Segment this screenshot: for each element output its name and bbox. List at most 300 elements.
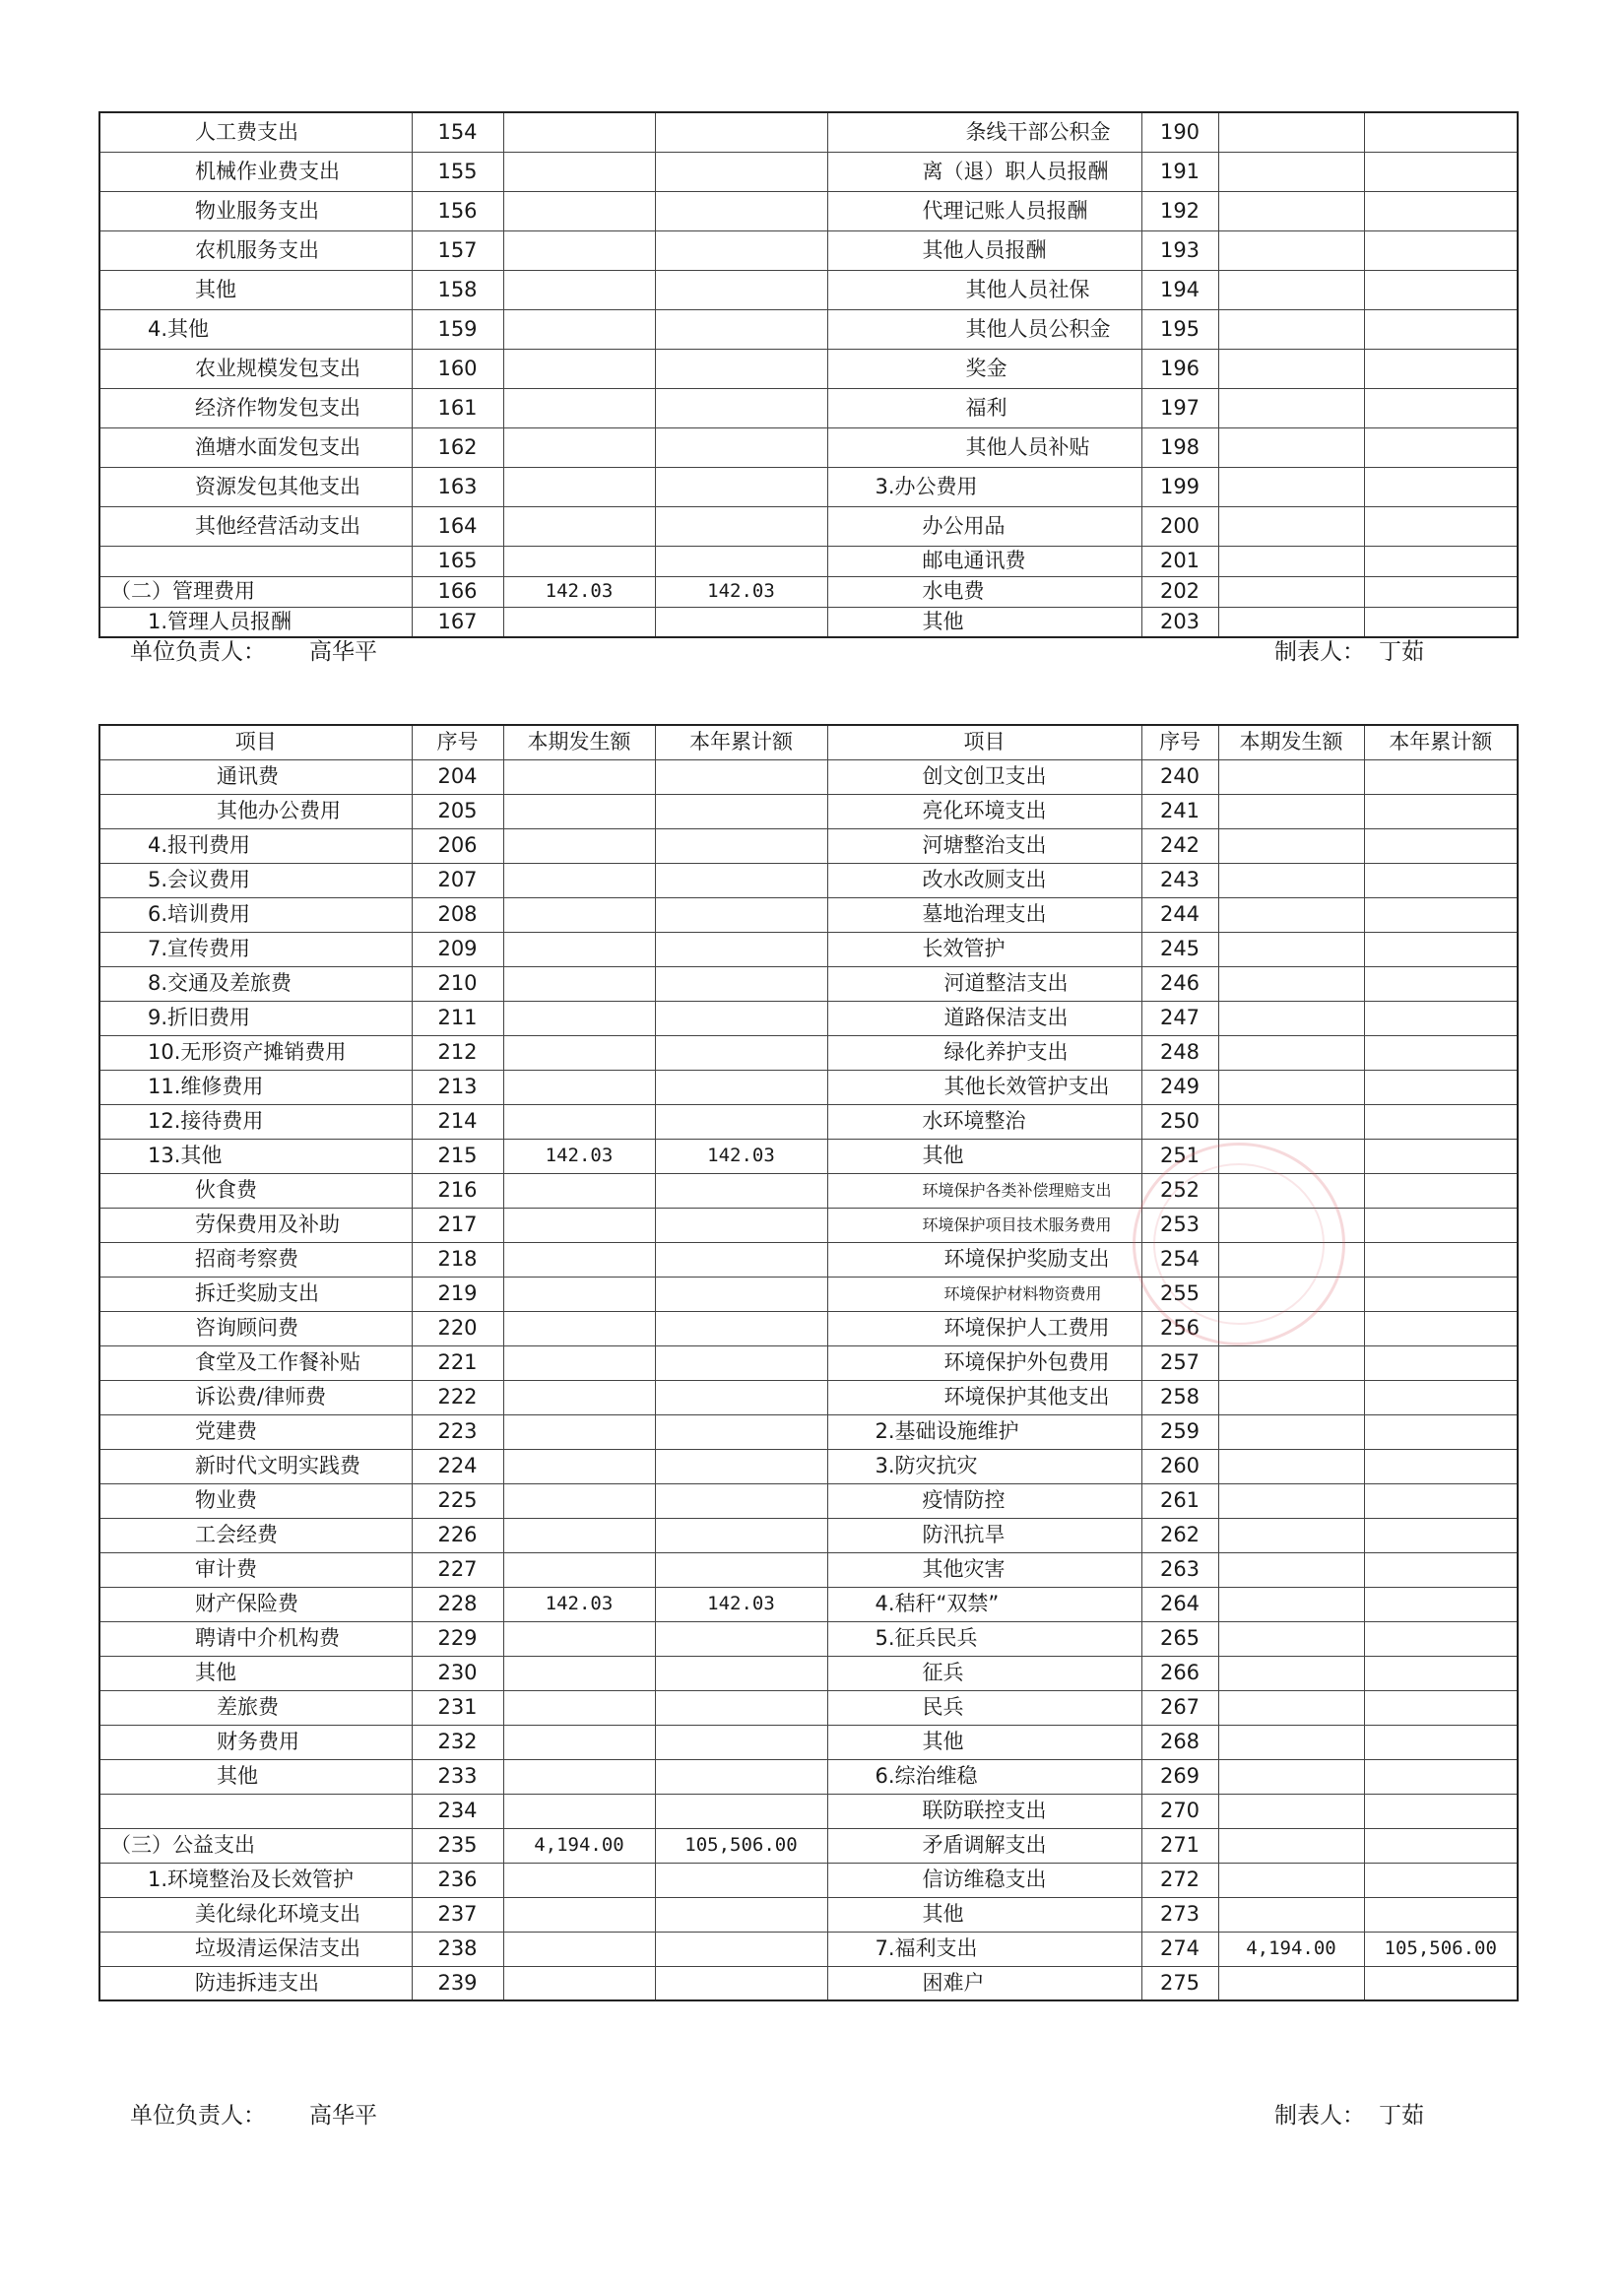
ytd-amount — [655, 1311, 827, 1345]
ytd-amount — [655, 309, 827, 349]
ytd-amount — [655, 1759, 827, 1794]
ytd-amount — [655, 1656, 827, 1690]
ytd-amount — [655, 191, 827, 230]
current-amount — [503, 1552, 655, 1587]
seq-number: 202 — [1141, 576, 1218, 607]
table-row — [99, 1759, 1518, 1794]
ytd-amount — [655, 546, 827, 576]
current-amount — [503, 191, 655, 230]
statement-table-1 — [98, 111, 1519, 638]
ytd-amount — [1364, 270, 1518, 309]
current-amount — [503, 932, 655, 966]
item-name: 其他 — [827, 1139, 1141, 1173]
seq-number: 190 — [1141, 112, 1218, 152]
item-name: 环境保护项目技术服务费用 — [827, 1208, 1141, 1242]
item-name: 信访维稳支出 — [827, 1863, 1141, 1897]
current-amount — [503, 1966, 655, 2000]
seq-number: 212 — [412, 1035, 503, 1070]
current-amount — [1218, 1449, 1364, 1483]
seq-number: 236 — [412, 1863, 503, 1897]
ytd-amount — [655, 1552, 827, 1587]
seq-number: 245 — [1141, 932, 1218, 966]
seq-number: 246 — [1141, 966, 1218, 1001]
item-name: 招商考察费 — [99, 1242, 412, 1277]
item-name: 5.会议费用 — [99, 863, 412, 897]
ytd-amount — [1364, 230, 1518, 270]
current-amount — [1218, 1483, 1364, 1518]
ytd-amount: 142.03 — [655, 576, 827, 607]
item-name: 矛盾调解支出 — [827, 1828, 1141, 1863]
table-row — [99, 1104, 1518, 1139]
ytd-amount — [655, 1966, 827, 2000]
item-name: 办公用品 — [827, 506, 1141, 546]
item-name: 其他 — [99, 1656, 412, 1690]
current-amount — [1218, 897, 1364, 932]
seq-number: 254 — [1141, 1242, 1218, 1277]
item-name: 其他人员报酬 — [827, 230, 1141, 270]
ytd-amount — [1364, 794, 1518, 828]
current-amount — [1218, 230, 1364, 270]
table-row — [99, 1621, 1518, 1656]
current-amount — [503, 1863, 655, 1897]
item-name: 其他灾害 — [827, 1552, 1141, 1587]
item-name: 3.办公费用 — [827, 467, 1141, 506]
ytd-amount — [1364, 1173, 1518, 1208]
current-amount — [503, 1449, 655, 1483]
item-name: 长效管护 — [827, 932, 1141, 966]
seq-number: 196 — [1141, 349, 1218, 388]
seq-number: 213 — [412, 1070, 503, 1104]
seq-number: 271 — [1141, 1828, 1218, 1863]
item-name: 9.折旧费用 — [99, 1001, 412, 1035]
current-amount — [503, 349, 655, 388]
ytd-amount — [1364, 112, 1518, 152]
item-name: 疫情防控 — [827, 1483, 1141, 1518]
table-row — [99, 270, 1518, 309]
current-amount — [1218, 1380, 1364, 1414]
item-name: 农业规模发包支出 — [99, 349, 412, 388]
ytd-amount — [1364, 1552, 1518, 1587]
header-item: 项目 — [99, 725, 412, 759]
header-seq: 序号 — [412, 725, 503, 759]
item-name: 改水改厕支出 — [827, 863, 1141, 897]
ytd-amount — [655, 1173, 827, 1208]
unit-head-label: 单位负责人： — [130, 639, 266, 665]
current-amount — [1218, 427, 1364, 467]
table-row — [99, 191, 1518, 230]
seq-number: 262 — [1141, 1518, 1218, 1552]
current-amount — [1218, 467, 1364, 506]
current-amount — [1218, 1759, 1364, 1794]
item-name: 4.报刊费用 — [99, 828, 412, 863]
ytd-amount — [655, 349, 827, 388]
seq-number: 257 — [1141, 1345, 1218, 1380]
table-header-row — [99, 725, 1518, 759]
ytd-amount — [655, 1035, 827, 1070]
ytd-amount — [655, 1449, 827, 1483]
seq-number: 235 — [412, 1828, 503, 1863]
current-amount — [503, 1518, 655, 1552]
seq-number: 231 — [412, 1690, 503, 1725]
preparer-name: 丁茹 — [1379, 639, 1424, 665]
table-row — [99, 1001, 1518, 1035]
current-amount — [1218, 1828, 1364, 1863]
preparer-label: 制表人： — [1274, 2103, 1365, 2129]
item-name: 咨询顾问费 — [99, 1311, 412, 1345]
seq-number: 158 — [412, 270, 503, 309]
seq-number: 242 — [1141, 828, 1218, 863]
item-name: 离（退）职人员报酬 — [827, 152, 1141, 191]
table-row — [99, 897, 1518, 932]
ytd-amount — [1364, 1483, 1518, 1518]
current-amount — [503, 1794, 655, 1828]
current-amount — [503, 1621, 655, 1656]
seq-number: 201 — [1141, 546, 1218, 576]
seq-number: 241 — [1141, 794, 1218, 828]
item-name — [99, 1794, 412, 1828]
ytd-amount — [655, 1001, 827, 1035]
seq-number: 227 — [412, 1552, 503, 1587]
item-name: 防汛抗旱 — [827, 1518, 1141, 1552]
current-amount — [1218, 1794, 1364, 1828]
item-name: 河塘整治支出 — [827, 828, 1141, 863]
current-amount — [503, 966, 655, 1001]
seq-number: 223 — [412, 1414, 503, 1449]
item-name: 环境保护人工费用 — [827, 1311, 1141, 1345]
current-amount: 142.03 — [503, 1587, 655, 1621]
seq-number: 256 — [1141, 1311, 1218, 1345]
seq-number: 222 — [412, 1380, 503, 1414]
item-name: （三）公益支出 — [99, 1828, 412, 1863]
ytd-amount — [1364, 576, 1518, 607]
seq-number: 238 — [412, 1932, 503, 1966]
item-name: 亮化环境支出 — [827, 794, 1141, 828]
ytd-amount — [1364, 1759, 1518, 1794]
table-row — [99, 794, 1518, 828]
current-amount — [503, 388, 655, 427]
seq-number: 252 — [1141, 1173, 1218, 1208]
ytd-amount — [655, 1070, 827, 1104]
seq-number: 160 — [412, 349, 503, 388]
current-amount — [503, 1725, 655, 1759]
current-amount — [1218, 1035, 1364, 1070]
current-amount — [503, 1656, 655, 1690]
item-name: 12.接待费用 — [99, 1104, 412, 1139]
seq-number: 205 — [412, 794, 503, 828]
ytd-amount — [655, 1483, 827, 1518]
ytd-amount — [655, 1518, 827, 1552]
ytd-amount — [1364, 349, 1518, 388]
table-row — [99, 1345, 1518, 1380]
current-amount — [1218, 191, 1364, 230]
item-name: 13.其他 — [99, 1139, 412, 1173]
table-row — [99, 932, 1518, 966]
item-name: 环境保护材料物资费用 — [827, 1277, 1141, 1311]
statement-section-2 — [98, 724, 1517, 2129]
item-name: 1.环境整治及长效管护 — [99, 1863, 412, 1897]
ytd-amount — [655, 230, 827, 270]
ytd-amount — [1364, 152, 1518, 191]
item-name: 人工费支出 — [99, 112, 412, 152]
current-amount — [503, 467, 655, 506]
current-amount — [1218, 966, 1364, 1001]
ytd-amount — [655, 1725, 827, 1759]
seq-number: 221 — [412, 1345, 503, 1380]
ytd-amount — [655, 1932, 827, 1966]
item-name: 新时代文明实践费 — [99, 1449, 412, 1483]
item-name: 防违拆违支出 — [99, 1966, 412, 2000]
current-amount — [503, 112, 655, 152]
seq-number: 272 — [1141, 1863, 1218, 1897]
seq-number: 199 — [1141, 467, 1218, 506]
table-row — [99, 152, 1518, 191]
item-name: 困难户 — [827, 1966, 1141, 2000]
current-amount — [1218, 1621, 1364, 1656]
table-row — [99, 1380, 1518, 1414]
item-name: 其他人员社保 — [827, 270, 1141, 309]
item-name: 7.福利支出 — [827, 1932, 1141, 1966]
item-name: 其他人员公积金 — [827, 309, 1141, 349]
ytd-amount — [655, 388, 827, 427]
table-row — [99, 1070, 1518, 1104]
ytd-amount: 105,506.00 — [655, 1828, 827, 1863]
current-amount — [1218, 759, 1364, 794]
ytd-amount — [1364, 1414, 1518, 1449]
item-name: 民兵 — [827, 1690, 1141, 1725]
item-name: 6.综治维稳 — [827, 1759, 1141, 1794]
ytd-amount — [655, 759, 827, 794]
current-amount — [503, 152, 655, 191]
current-amount — [503, 1380, 655, 1414]
ytd-amount — [655, 794, 827, 828]
item-name: 资源发包其他支出 — [99, 467, 412, 506]
ytd-amount — [1364, 1966, 1518, 2000]
current-amount — [503, 1897, 655, 1932]
ytd-amount — [1364, 1104, 1518, 1139]
item-name: 4.秸秆“双禁” — [827, 1587, 1141, 1621]
item-name: 机械作业费支出 — [99, 152, 412, 191]
current-amount — [1218, 270, 1364, 309]
seq-number: 259 — [1141, 1414, 1218, 1449]
current-amount — [1218, 349, 1364, 388]
ytd-amount — [1364, 1794, 1518, 1828]
current-amount — [503, 759, 655, 794]
current-amount — [503, 270, 655, 309]
item-name: 3.防灾抗灾 — [827, 1449, 1141, 1483]
item-name: 1.管理人员报酬 — [99, 607, 412, 637]
seq-number: 268 — [1141, 1725, 1218, 1759]
seq-number: 220 — [412, 1311, 503, 1345]
current-amount — [1218, 152, 1364, 191]
ytd-amount — [1364, 1518, 1518, 1552]
current-amount — [1218, 828, 1364, 863]
item-name: 环境保护外包费用 — [827, 1345, 1141, 1380]
ytd-amount — [1364, 863, 1518, 897]
ytd-amount — [655, 1690, 827, 1725]
seq-number: 206 — [412, 828, 503, 863]
ytd-amount — [1364, 1725, 1518, 1759]
table-row — [99, 1828, 1518, 1863]
ytd-amount — [1364, 759, 1518, 794]
seq-number: 211 — [412, 1001, 503, 1035]
ytd-amount — [655, 152, 827, 191]
seq-number: 244 — [1141, 897, 1218, 932]
table-row — [99, 1518, 1518, 1552]
seq-number: 195 — [1141, 309, 1218, 349]
item-name: 10.无形资产摊销费用 — [99, 1035, 412, 1070]
current-amount — [503, 1104, 655, 1139]
seq-number: 154 — [412, 112, 503, 152]
ytd-amount — [1364, 1621, 1518, 1656]
ytd-amount — [1364, 1656, 1518, 1690]
current-amount — [1218, 1725, 1364, 1759]
item-name: 奖金 — [827, 349, 1141, 388]
current-amount — [503, 1208, 655, 1242]
table-row — [99, 1725, 1518, 1759]
item-name: 劳保费用及补助 — [99, 1208, 412, 1242]
ytd-amount — [655, 1794, 827, 1828]
seq-number: 203 — [1141, 607, 1218, 637]
table-row — [99, 1035, 1518, 1070]
current-amount — [503, 1414, 655, 1449]
current-amount — [1218, 112, 1364, 152]
header-seq: 序号 — [1141, 725, 1218, 759]
current-amount — [1218, 388, 1364, 427]
current-amount — [1218, 1897, 1364, 1932]
current-amount — [1218, 1414, 1364, 1449]
ytd-amount — [1364, 1001, 1518, 1035]
seq-number: 274 — [1141, 1932, 1218, 1966]
item-name: 审计费 — [99, 1552, 412, 1587]
item-name: 河道整洁支出 — [827, 966, 1141, 1001]
item-name: 伙食费 — [99, 1173, 412, 1208]
seq-number: 218 — [412, 1242, 503, 1277]
table-row — [99, 388, 1518, 427]
header-current-amount: 本期发生额 — [1218, 725, 1364, 759]
current-amount — [1218, 546, 1364, 576]
statement-table-2 — [98, 724, 1519, 2001]
item-name: 其他 — [827, 1897, 1141, 1932]
seq-number: 260 — [1141, 1449, 1218, 1483]
seq-number: 167 — [412, 607, 503, 637]
seq-number: 194 — [1141, 270, 1218, 309]
ytd-amount — [655, 932, 827, 966]
item-name: 环境保护其他支出 — [827, 1380, 1141, 1414]
ytd-amount — [655, 1414, 827, 1449]
ytd-amount — [1364, 191, 1518, 230]
seq-number: 228 — [412, 1587, 503, 1621]
item-name: 创文创卫支出 — [827, 759, 1141, 794]
item-name: 工会经费 — [99, 1518, 412, 1552]
seq-number: 264 — [1141, 1587, 1218, 1621]
table-row — [99, 1414, 1518, 1449]
current-amount — [1218, 506, 1364, 546]
seq-number: 207 — [412, 863, 503, 897]
seq-number: 255 — [1141, 1277, 1218, 1311]
current-amount: 142.03 — [503, 1139, 655, 1173]
seq-number: 253 — [1141, 1208, 1218, 1242]
header-ytd-amount: 本年累计额 — [1364, 725, 1518, 759]
seq-number: 208 — [412, 897, 503, 932]
ytd-amount — [655, 1621, 827, 1656]
table-row — [99, 112, 1518, 152]
item-name: 渔塘水面发包支出 — [99, 427, 412, 467]
item-name: 其他 — [827, 1725, 1141, 1759]
item-name: 物业费 — [99, 1483, 412, 1518]
ytd-amount — [1364, 1897, 1518, 1932]
table-row — [99, 1483, 1518, 1518]
item-name: 差旅费 — [99, 1690, 412, 1725]
seq-number: 159 — [412, 309, 503, 349]
seq-number: 214 — [412, 1104, 503, 1139]
table-row — [99, 1449, 1518, 1483]
table-row — [99, 863, 1518, 897]
seq-number: 237 — [412, 1897, 503, 1932]
seq-number: 215 — [412, 1139, 503, 1173]
seq-number: 197 — [1141, 388, 1218, 427]
current-amount — [1218, 1552, 1364, 1587]
ytd-amount — [1364, 309, 1518, 349]
table-row — [99, 427, 1518, 467]
unit-head-label: 单位负责人： — [130, 2103, 266, 2129]
seq-number: 225 — [412, 1483, 503, 1518]
ytd-amount — [655, 863, 827, 897]
seq-number: 261 — [1141, 1483, 1218, 1518]
preparer-label: 制表人： — [1274, 639, 1365, 665]
seq-number: 164 — [412, 506, 503, 546]
ytd-amount — [1364, 1587, 1518, 1621]
seq-number: 161 — [412, 388, 503, 427]
seq-number: 191 — [1141, 152, 1218, 191]
current-amount — [1218, 1966, 1364, 2000]
seq-number: 155 — [412, 152, 503, 191]
item-name: 2.基础设施维护 — [827, 1414, 1141, 1449]
seq-number: 226 — [412, 1518, 503, 1552]
current-amount — [1218, 1587, 1364, 1621]
ytd-amount — [1364, 828, 1518, 863]
seq-number: 165 — [412, 546, 503, 576]
table-row — [99, 966, 1518, 1001]
item-name: 4.其他 — [99, 309, 412, 349]
item-name — [99, 546, 412, 576]
current-amount: 4,194.00 — [1218, 1932, 1364, 1966]
ytd-amount — [655, 1104, 827, 1139]
table-row — [99, 1794, 1518, 1828]
seq-number: 258 — [1141, 1380, 1218, 1414]
header-current-amount: 本期发生额 — [503, 725, 655, 759]
seq-number: 204 — [412, 759, 503, 794]
item-name: 食堂及工作餐补贴 — [99, 1345, 412, 1380]
current-amount: 4,194.00 — [503, 1828, 655, 1863]
seq-number: 156 — [412, 191, 503, 230]
seq-number: 249 — [1141, 1070, 1218, 1104]
unit-head-name: 高华平 — [309, 2103, 377, 2129]
item-name: 诉讼费/律师费 — [99, 1380, 412, 1414]
seq-number: 234 — [412, 1794, 503, 1828]
ytd-amount — [1364, 1311, 1518, 1345]
current-amount — [503, 794, 655, 828]
table-row — [99, 1932, 1518, 1966]
current-amount — [503, 1345, 655, 1380]
statement-section-1 — [98, 111, 1517, 665]
seq-number: 267 — [1141, 1690, 1218, 1725]
ytd-amount — [655, 1897, 827, 1932]
ytd-amount — [1364, 932, 1518, 966]
current-amount — [503, 1035, 655, 1070]
item-name: 通讯费 — [99, 759, 412, 794]
item-name: （二）管理费用 — [99, 576, 412, 607]
item-name: 邮电通讯费 — [827, 546, 1141, 576]
